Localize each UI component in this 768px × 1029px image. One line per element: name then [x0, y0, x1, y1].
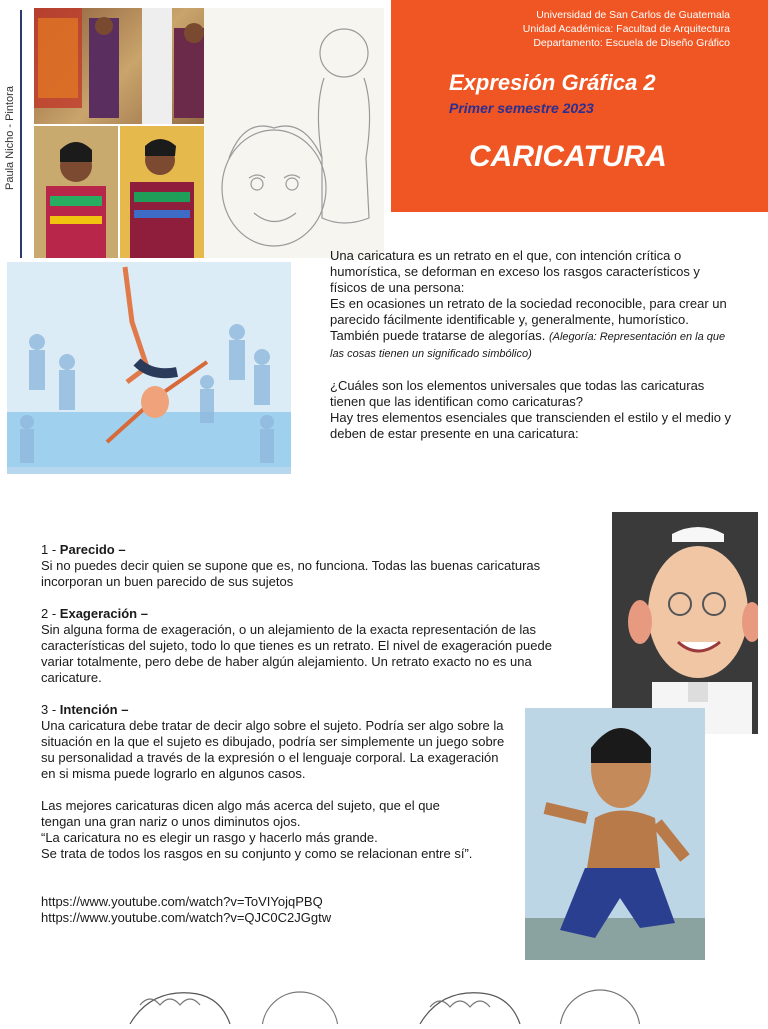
gymnast-illustration: [7, 262, 291, 474]
element-heading-3: 3 - Intención –: [41, 702, 129, 717]
artist-photo-collage: [34, 8, 384, 258]
quote-line-2: Se trata de todos los rasgos en su conjunto y como se relacionan entre sí”.: [41, 846, 473, 861]
elements-section: [41, 542, 581, 926]
pope-caricature-image: [612, 512, 758, 734]
definition-paragraph: Una caricatura es un retrato en el que, con intención crítica o humorística, se deforman en exceso los rasgos característicos y físicos de una persona:: [330, 248, 700, 295]
elements-intro-paragraph: Hay tres elementos esenciales que transcienden el estilo y el medio y deben de estar presente en una caricatura:: [330, 410, 732, 441]
element-heading-2: 2 - Exageración –: [41, 606, 148, 621]
artist-portrait-photo: [34, 126, 118, 258]
martial-artist-caricature-image: [525, 708, 705, 960]
course-header: [391, 0, 768, 212]
closing-paragraph: Las mejores caricaturas dicen algo más acerca del sujeto, que el que tengan una gran nariz o unos diminutos ojos.: [41, 798, 440, 829]
department-name: Departamento: Escuela de Diseño Gráfico: [533, 37, 730, 49]
element-heading-1: 1 - Parecido –: [41, 542, 126, 557]
head-construction-sketches: [110, 985, 710, 1024]
society-paragraph: Es en ocasiones un retrato de la sociedad reconocible, para crear un parecido fácilmente identificable y, generalmente, humorístico.: [330, 296, 727, 327]
sidebar-rule: [20, 10, 22, 258]
intro-text: [330, 248, 740, 442]
artist-smiling-photo: [120, 126, 204, 258]
allegory-paragraph: [330, 328, 740, 362]
question-paragraph: ¿Cuáles son los elementos universales que todas las caricaturas tienen que las identifican como caricaturas?: [330, 378, 705, 409]
course-name: Expresión Gráfica 2: [449, 70, 656, 95]
allegory-text: También puede tratarse de alegorías.: [330, 328, 546, 343]
video-link-1[interactable]: https://www.youtube.com/watch?v=ToVIYojqPBQ: [41, 894, 323, 909]
spacer: [330, 362, 740, 378]
semester-label: Primer semestre 2023: [449, 100, 594, 116]
university-name: Universidad de San Carlos de Guatemala: [536, 9, 730, 21]
faculty-name: Unidad Académica: Facultad de Arquitectura: [522, 23, 730, 35]
caricature-sketch: [204, 8, 384, 258]
element-text-1: Si no puedes decir quien se supone que es, no funciona. Todas las buenas caricaturas incorporan un buen parecido de sus sujetos: [41, 558, 541, 589]
element-text-3: Una caricatura debe tratar de decir algo sobre el sujeto. Podría ser algo sobre la situación en la que el sujeto es dibujado, podría ser simplemente un juego sobre su personalidad a través de la expresión o el lenguaje corporal. La exageración en si misma puede lograrlo en algunos casos.: [41, 718, 505, 781]
page-title: CARICATURA: [469, 140, 667, 173]
element-text-2: Sin alguna forma de exageración, o un alejamiento de la exacta representación de las características del sujeto, todo lo que tienes es un retrato. El nivel de exageración puede variar totalmente, pero debe de haber algún alejamiento. Un retrato exacto no es una caricature.: [41, 622, 552, 685]
quote-line-1: “La caricatura no es elegir un rasgo y hacerlo más grande.: [41, 830, 378, 845]
institution-info: [523, 8, 730, 50]
video-link-2[interactable]: https://www.youtube.com/watch?v=QJC0C2JGgtw: [41, 910, 332, 925]
photo-credit-label: Paula Nicho - Pintora: [4, 86, 16, 190]
allegory-note: (Alegoría: Representación en la que las cosas tienen un significado simbólico): [330, 331, 726, 360]
